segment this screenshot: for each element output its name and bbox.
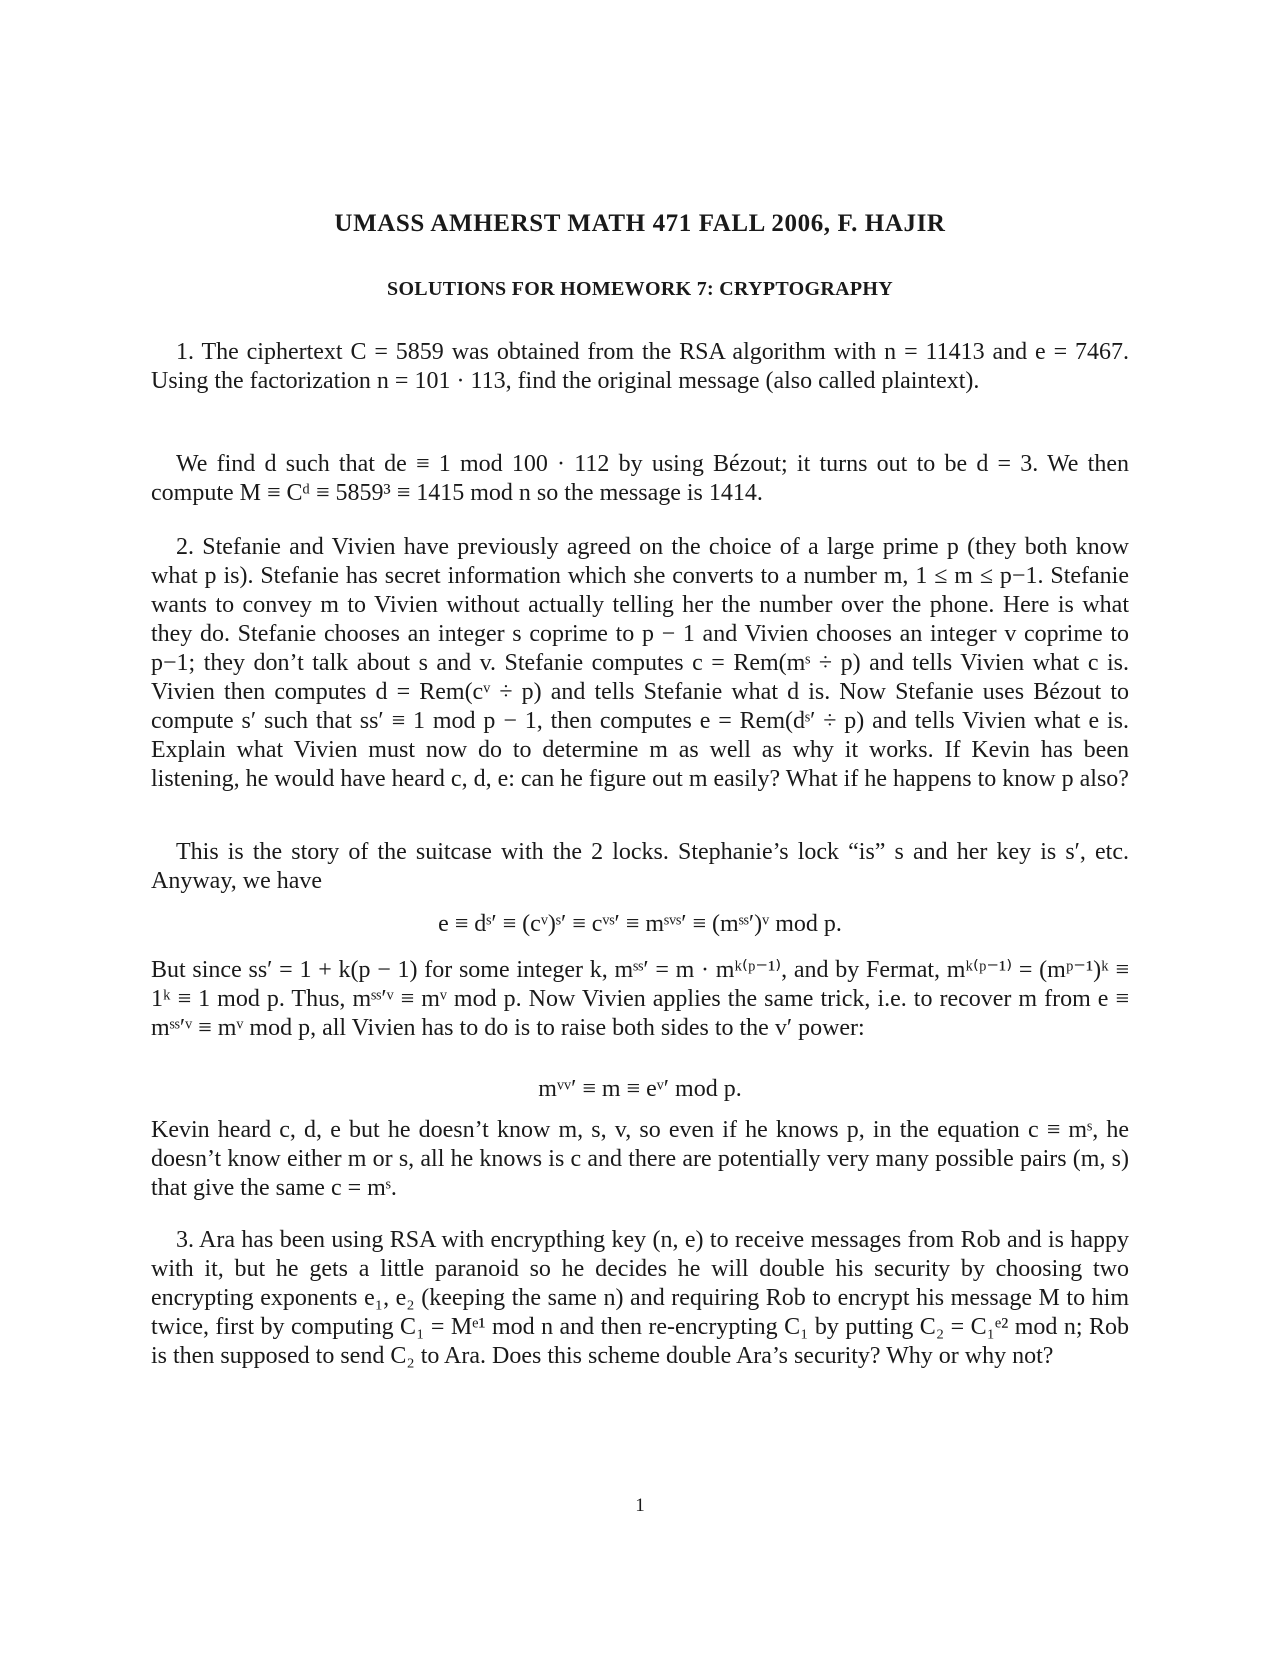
- document-page: [151, 0, 1129, 1656]
- problem-2-solution-body: But since ss′ = 1 + k(p − 1) for some integer k, mˢˢ′ = m · mᵏ⁽ᵖ⁻¹⁾, and by Fermat, mᵏ⁽ᵖ⁻¹⁾ = (mᵖ⁻¹)ᵏ ≡ 1ᵏ ≡ 1 mod p. Thus, mˢˢ′ᵛ ≡ mᵛ mod p. Now Vivien applies the same trick, i.e. to recover m from e ≡ mˢˢ′ᵛ ≡ mᵛ mod p, all Vivien has to do is to raise both sides to the v′ power:: [151, 957, 1129, 1041]
- problem-2-solution-end: Kevin heard c, d, e but he doesn’t know m, s, v, so even if he knows p, in the equation c ≡ mˢ, he doesn’t know either m or s, all he knows is c and there are potentially very many possible pairs (m, s) that give the same c = mˢ.: [151, 1117, 1129, 1201]
- problem-3-question: 3. Ara has been using RSA with encrypthing key (n, e) to receive messages from Rob and is happy with it, but he gets a little paranoid so he decides he will double his security by choosing two encrypting exponents e₁, e₂ (keeping the same n) and requiring Rob to encrypt his message M to him twice, first by computing C₁ = Mᵉ¹ mod n and then re-encrypting C₁ by putting C₂ = C₁ᵉ² mod n; Rob is then supposed to send C₂ to Ara. Does this scheme double Ara’s security? Why or why not?: [151, 1227, 1129, 1369]
- problem-2-question: 2. Stefanie and Vivien have previously agreed on the choice of a large prime p (they both know what p is). Stefanie has secret information which she converts to a number m, 1 ≤ m ≤ p−1. Stefanie wants to convey m to Vivien without actually telling her the number over the phone. Here is what they do. Stefanie chooses an integer s coprime to p − 1 and Vivien chooses an integer v coprime to p−1; they don’t talk about s and v. Stefanie computes c = Rem(mˢ ÷ p) and tells Vivien what c is. Vivien then computes d = Rem(cᵛ ÷ p) and tells Stefanie what d is. Now Stefanie uses Bézout to compute s′ such that ss′ ≡ 1 mod p − 1, then computes e = Rem(dˢ′ ÷ p) and tells Vivien what e is. Explain what Vivien must now do to determine m as well as why it works. If Kevin has been listening, he would have heard c, d, e: can he figure out m easily? What if he happens to know p also?: [151, 534, 1129, 792]
- page-title: UMASS AMHERST MATH 471 FALL 2006, F. HAJIR: [334, 210, 946, 237]
- problem-2-equation-2: mᵛᵛ′ ≡ m ≡ eᵛ′ mod p.: [538, 1076, 742, 1102]
- page-number: 1: [635, 1495, 645, 1516]
- problem-1-solution: We find d such that de ≡ 1 mod 100 · 112 by using Bézout; it turns out to be d = 3. We then compute M ≡ Cᵈ ≡ 5859³ ≡ 1415 mod n so the message is 1414.: [151, 451, 1129, 506]
- problem-1-question: 1. The ciphertext C = 5859 was obtained from the RSA algorithm with n = 11413 and e = 7467. Using the factorization n = 101 · 113, find the original message (also called plaintext).: [151, 339, 1129, 394]
- problem-2-equation-1: e ≡ dˢ′ ≡ (cᵛ)ˢ′ ≡ cᵛˢ′ ≡ mˢᵛˢ′ ≡ (mˢˢ′)ᵛ mod p.: [438, 911, 842, 937]
- page-subtitle: SOLUTIONS FOR HOMEWORK 7: CRYPTOGRAPHY: [387, 278, 893, 300]
- problem-2-solution-intro: This is the story of the suitcase with the 2 locks. Stephanie’s lock “is” s and her key is s′, etc. Anyway, we have: [151, 839, 1129, 894]
